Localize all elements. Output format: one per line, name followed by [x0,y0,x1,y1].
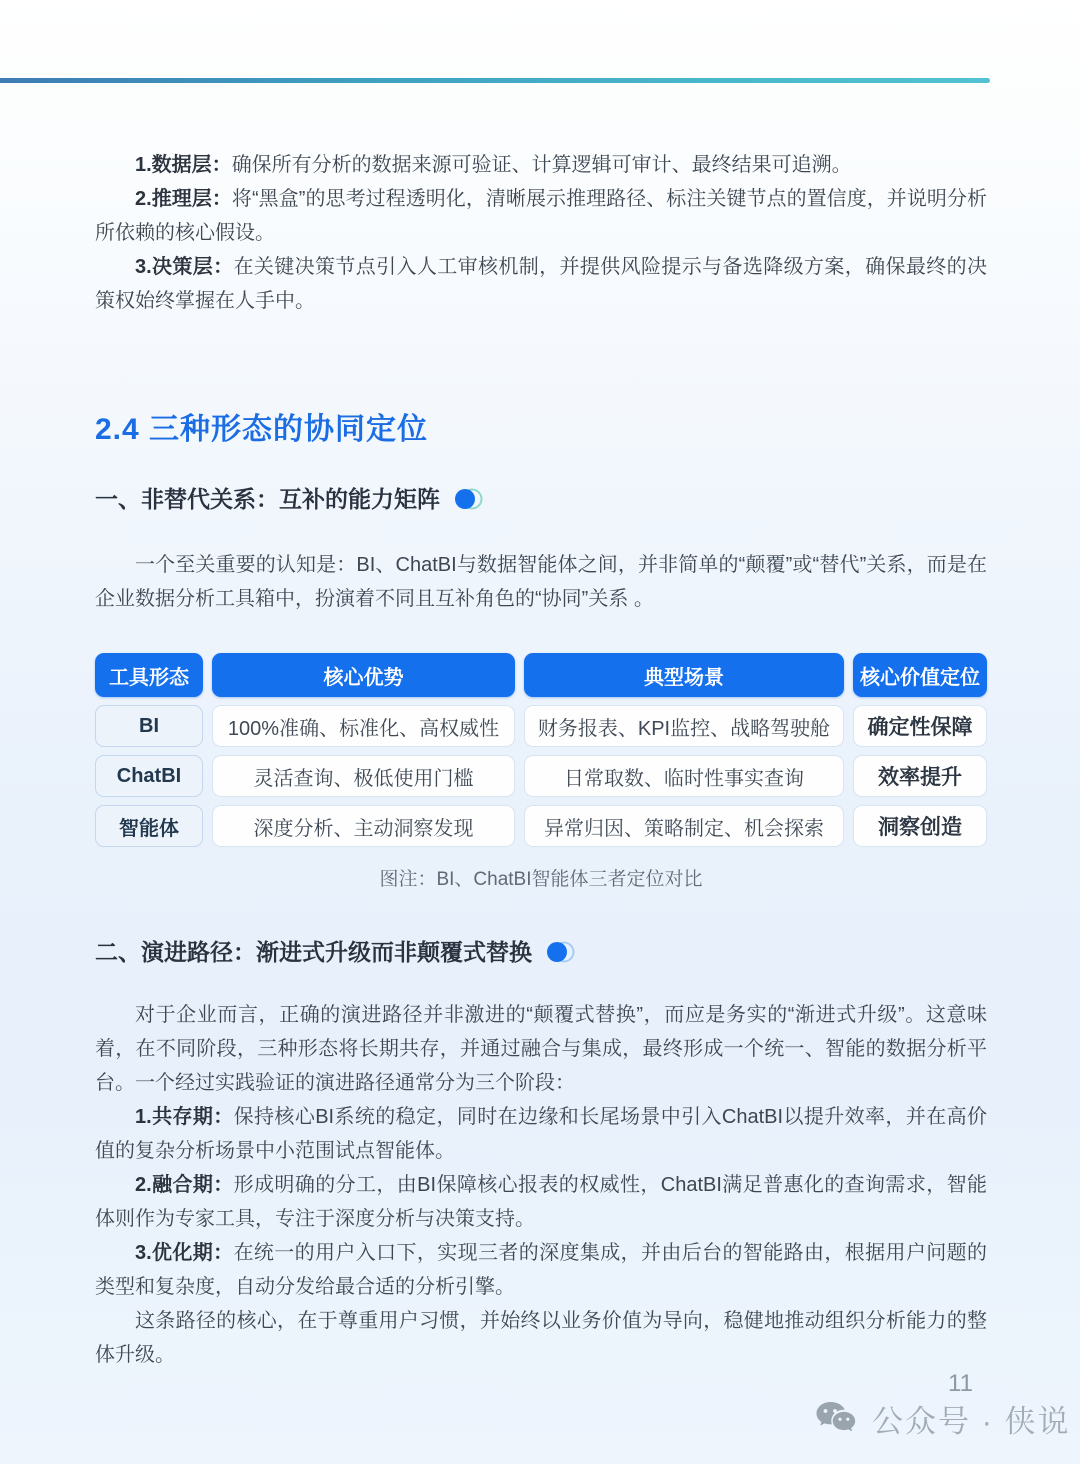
paragraph-evolution: 对于企业而言，正确的演进路径并非激进的“颠覆式替换”，而应是务实的“渐进式升级”。这意味着，在不同阶段，三种形态将长期共存，并通过融合与集成，最终形成一个统一、智能的数据分析平台。一个经过实践验证的演进路径通常分为三个阶段： [95,1004,987,1094]
paragraph-cognition: 一个至关重要的认知是：BI、ChatBI与数据智能体之间，并非简单的“颠覆”或“替代”关系，而是在企业数据分析工具箱中，扮演着不同且互补角色的“协同”关系 。 [95,554,987,610]
matrix-row-chatbi-tool: ChatBI [95,755,203,797]
stage-item-1-text: 保持核心BI系统的稳定，同时在边缘和长尾场景中引入ChatBI以提升效率，并在高价值的复杂分析场景中小范围试点智能体。 [95,1106,987,1162]
footer-watermark-text: 公众号 · 侠说 [872,1404,1071,1439]
stage-item-2-label: 2.融合期： [135,1174,234,1196]
closing-paragraph: 这条路径的核心，在于尊重用户习惯，并始终以业务价值为导向，稳健地推动组织分析能力的整体升级。 [95,1310,987,1366]
wechat-icon [814,1400,860,1438]
matrix-row-agent-advantage: 深度分析、主动洞察发现 [212,805,515,847]
footer-watermark [814,1396,1071,1441]
intro-item-3-text: 在关键决策节点引入人工审核机制，并提供风险提示与备选降级方案，确保最终的决策权始终掌握在人手中。 [95,256,988,312]
intro-item-1-label: 1.数据层： [135,154,232,176]
matrix-row-bi-value: 确定性保障 [853,705,987,747]
matrix-header-value: 核心价值定位 [853,653,987,697]
intro-item-3 [95,250,987,318]
matrix-row-chatbi-value: 效率提升 [853,755,987,797]
intro-item-2 [95,182,987,250]
page-number: 11 [948,1370,973,1397]
matrix-row-agent-scenario: 异常归因、策略制定、机会探索 [524,805,844,847]
stage-item-1-label: 1.共存期： [135,1106,234,1128]
intro-item-2-text: 将“黑盒”的思考过程透明化，清晰展示推理路径、标注关键节点的置信度，并说明分析所依赖的核心假设。 [95,188,987,244]
stage-item-3 [95,1236,987,1304]
matrix-header-advantage: 核心优势 [212,653,515,697]
matrix-header-tool: 工具形态 [95,653,203,697]
matrix-caption: 图注：BI、ChatBI智能体三者定位对比 [379,869,703,890]
matrix-row-bi-tool: BI [95,705,203,747]
venn-icon [454,487,486,511]
matrix-header-scenario: 典型场景 [524,653,844,697]
stage-item-2 [95,1168,987,1236]
subsection-2-heading [95,939,987,965]
matrix-row-bi-scenario: 财务报表、KPI监控、战略驾驶舱 [524,705,844,747]
matrix-row-agent-tool: 智能体 [95,805,203,847]
subsection-1-heading [95,486,987,512]
venn-icon [546,940,578,964]
subsection-1-title: 一、非替代关系：互补的能力矩阵 [95,486,440,512]
intro-item-2-label: 2.推理层： [135,188,232,210]
matrix-row-chatbi-scenario: 日常取数、临时性事实查询 [524,755,844,797]
intro-item-3-label: 3.决策层： [135,256,234,278]
intro-item-1-text: 确保所有分析的数据来源可验证、计算逻辑可审计、最终结果可追溯。 [231,154,852,176]
matrix-row-bi-advantage: 100%准确、标准化、高权威性 [212,705,515,747]
stage-item-3-text: 在统一的用户入口下，实现三者的深度集成，并由后台的智能路由，根据用户问题的类型和复杂度，自动分发给最合适的分析引擎。 [95,1242,988,1298]
positioning-matrix [95,653,987,847]
matrix-row-chatbi-advantage: 灵活查询、极低使用门槛 [212,755,515,797]
stage-item-1 [95,1100,987,1168]
intro-item-1 [95,148,987,182]
stage-item-2-text: 形成明确的分工，由BI保障核心报表的权威性，ChatBI满足普惠化的查询需求，智能体则作为专家工具，专注于深度分析与决策支持。 [95,1174,987,1230]
subsection-2-title: 二、演进路径：渐进式升级而非颠覆式替换 [95,939,532,965]
stage-item-3-label: 3.优化期： [135,1242,234,1264]
section-title: 2.4 三种形态的协同定位 [95,413,429,446]
matrix-row-agent-value: 洞察创造 [853,805,987,847]
